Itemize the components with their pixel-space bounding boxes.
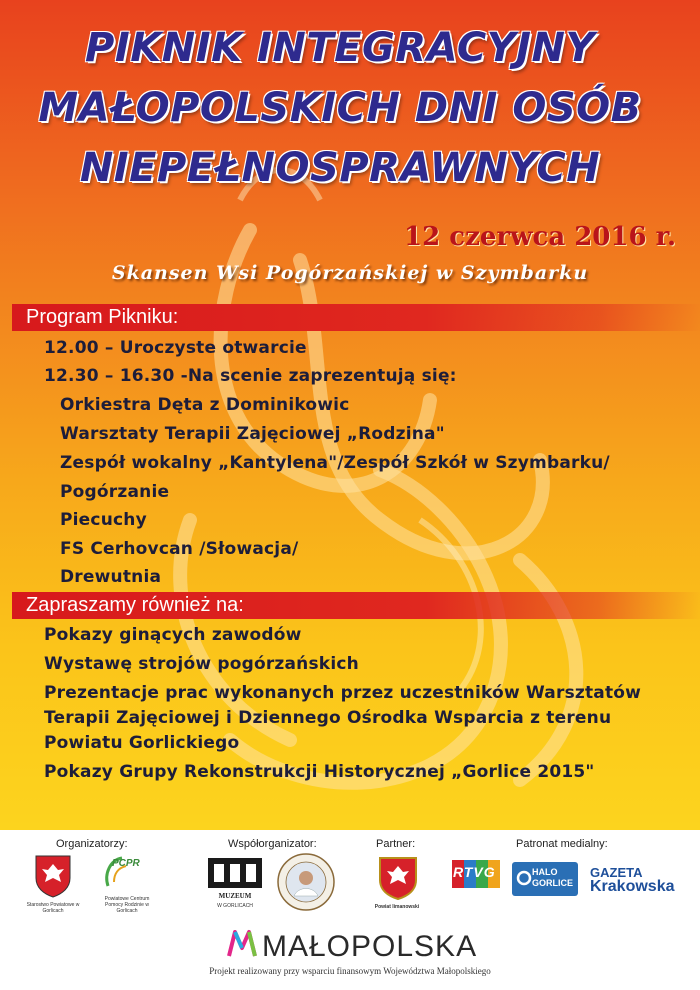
school-seal-icon (276, 852, 336, 912)
title-line-1: PIKNIK INTEGRACYJNY (85, 25, 595, 71)
rtvg-text: RTVG (453, 864, 496, 880)
media-label: Patronat medialny: (516, 838, 608, 850)
invite-heading: Zapraszamy również na: (12, 592, 700, 619)
program-line: Piecuchy (60, 510, 147, 530)
program-line: Zespół wokalny „Kantylena"/Zespół Szkół w Szymbarku/ (60, 453, 610, 473)
org2-caption: Powiatowe Centrum Pomocy Rodzinie w Gorlicach (104, 896, 150, 914)
partner-caption: Powiat limanowski (374, 904, 420, 910)
muzeum-logo-icon (206, 854, 264, 890)
invite-line: Pokazy ginących zawodów (44, 625, 302, 645)
coat-of-arms-icon (34, 854, 72, 898)
invite-line: Prezentacje prac wykonanych przez uczestników Warsztatów (44, 683, 642, 703)
program-line: Pogórzanie (60, 482, 170, 502)
event-date: 12 czerwca 2016 r. (404, 222, 676, 252)
halo-circle-icon (516, 870, 532, 886)
funding-footnote: Projekt realizowany przy wsparciu finansowym Województwa Małopolskiego (209, 966, 491, 976)
muzeum-text: MUZEUM (218, 892, 252, 900)
program-line: Warsztaty Terapii Zajęciowej „Rodzina" (60, 424, 445, 444)
program-line: 12.00 – Uroczyste otwarcie (44, 338, 307, 358)
powiat-coat-of-arms-icon (378, 856, 418, 900)
title-line-2: MAŁOPOLSKICH DNI OSÓB (38, 85, 642, 131)
program-line: Drewutnia (60, 567, 162, 587)
poster-title (10, 18, 670, 198)
event-venue: Skansen Wsi Pogórzańskiej w Szymbarku (111, 262, 589, 284)
malopolska-wordmark: MAŁOPOLSKA (262, 930, 478, 963)
invite-line: Wystawę strojów pogórzańskich (44, 654, 359, 674)
organizers-label: Organizatorzy: (56, 838, 128, 850)
invite-line: Powiatu Gorlickiego (44, 733, 240, 753)
invite-line: Terapii Zajęciowej i Dziennego Ośrodka Wsparcia z terenu (44, 708, 612, 728)
muzeum-caption: W GORLICACH (217, 903, 253, 909)
malopolska-logo-icon (226, 926, 258, 960)
title-line-3: NIEPEŁNOSPRAWNYCH (79, 145, 601, 191)
program-line: 12.30 – 16.30 -Na scenie zaprezentują się: (44, 366, 457, 386)
program-line: Orkiestra Dęta z Dominikowic (60, 395, 350, 415)
halo-text: HALO GORLICE (532, 867, 574, 888)
gazeta-line-2: Krakowska (590, 878, 675, 895)
coorganizer-label: Współorganizator: (228, 838, 317, 850)
partner-label: Partner: (376, 838, 416, 850)
program-line: FS Cerhovcan /Słowacja/ (60, 539, 299, 559)
pcpr-text: PCPR (112, 858, 140, 869)
program-heading: Program Pikniku: (12, 304, 700, 331)
invite-line: Pokazy Grupy Rekonstrukcji Historycznej „Gorlice 2015" (44, 762, 595, 782)
gazeta-line-1: GAZETA (590, 865, 643, 880)
org1-caption: Starostwo Powiatowe w Gorlicach (26, 902, 80, 914)
